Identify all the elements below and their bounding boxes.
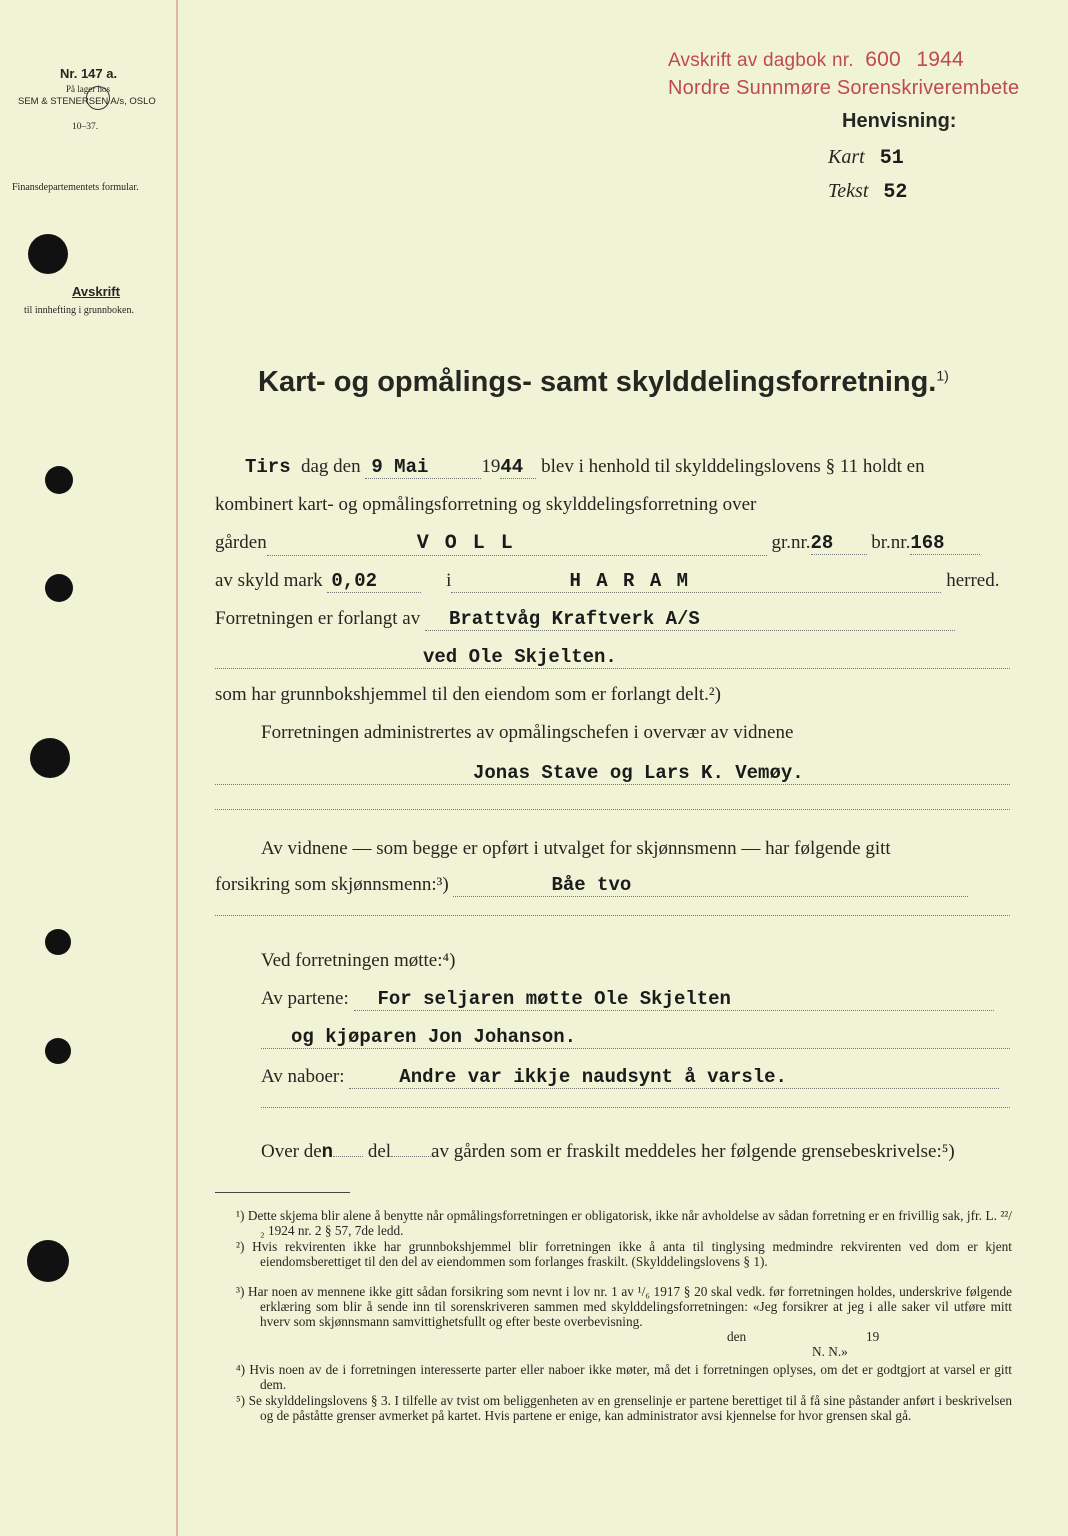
form-line-6: som har grunnbokshjemmel til den eiendom som er forlangt delt.²) — [215, 684, 721, 705]
footnote-separator — [215, 1192, 350, 1193]
stamp-text: Avskrift av dagbok nr. — [668, 50, 854, 71]
form-text: forsikring som skjønnsmenn:³) — [215, 874, 449, 895]
form-line-date — [215, 456, 925, 479]
blank-field — [391, 1156, 431, 1157]
publisher-line: SEM & STENERSEN A/s, OSLO — [18, 96, 156, 107]
witnesses-value: Jonas Stave og Lars K. Vemøy. — [215, 762, 1010, 785]
punch-hole — [45, 574, 73, 602]
form-line-skyld — [215, 570, 999, 593]
copy-label: Avskrift — [72, 284, 120, 299]
year-value: 44 — [500, 456, 536, 479]
footnote-3: ³) Har noen av mennene ikke gitt sådan forsikring som nevnt i lov nr. 1 av ¹/₆ 1917 § 20 skal vedk. før forretningen holdes, underskrive følgende erklæring som blir å sende inn til sorenskriveren sammen med skylddelingsforretningen: «Jeg forsikrer at jeg i alle saker vil utføre mitt hverv som skjønnsmann samvittighetsfullt og efter beste overbevisning. — [236, 1284, 1012, 1329]
form-line-9 — [215, 874, 968, 897]
stamp-year: 1944 — [916, 48, 964, 71]
form-text: Over de — [261, 1141, 322, 1162]
herred-label: herred. — [946, 570, 1000, 591]
brnr-value: 168 — [910, 532, 980, 555]
kart-label: Kart — [828, 146, 865, 168]
form-text: i — [446, 570, 452, 591]
date-value: 9 Mai — [365, 456, 481, 479]
blank-line — [215, 808, 1010, 810]
skyld-value: 0,02 — [327, 570, 421, 593]
form-text: Av partene: — [261, 988, 349, 1009]
herred-name: H A R A M — [451, 570, 941, 593]
footnote-3-date-19: 19 — [866, 1329, 880, 1344]
publisher-seal-icon — [86, 86, 110, 110]
footnote-5: ⁵) Se skylddelingslovens § 3. I tilfelle av tvist om beliggenheten av en grenselinje er partene berettiget til å få sine påstander anført i beskrivelsen og de påståtte grenser avmerket på kartet. Hvis partene er enige, kan administrator avsi kjennelse for hvor grensen skal gå. — [236, 1393, 1012, 1423]
form-text: gården — [215, 532, 267, 553]
ministry-form-label: Finansdepartementets formular. — [12, 182, 139, 193]
form-text: Forretningen er forlangt av — [215, 608, 421, 629]
grnr-value: 28 — [811, 532, 867, 555]
requester-value: Brattvåg Kraftverk A/S — [425, 608, 955, 631]
blank-field — [333, 1156, 363, 1157]
brnr-label: br.nr. — [871, 532, 911, 553]
footnote-1: ¹) Dette skjema blir alene å benytte når opmålingsforretningen er obligatorisk, ikke når avholdelse av sådan forretning er en frivillig sak, jfr. L. ²²/₂ 1924 nr. 2 § 57, 7de ledd. — [236, 1208, 1012, 1238]
neighbours-value: Andre var ikkje naudsynt å varsle. — [349, 1066, 999, 1089]
parties-continued: og kjøparen Jon Johanson. — [261, 1026, 1010, 1049]
registry-stamp-line1 — [668, 48, 964, 72]
form-line-2: kombinert kart- og opmålingsforretning og skylddelingsforretning over — [215, 494, 757, 515]
requester-continued: ved Ole Skjelten. — [215, 646, 1010, 669]
grnr-label: gr.nr. — [771, 532, 811, 553]
blank-line — [215, 914, 1010, 916]
document-title — [258, 366, 949, 399]
form-text: av gården som er fraskilt meddeles her følgende grensebeskrivelse:⁵) — [431, 1141, 955, 1162]
copy-note: til innhefting i grunnboken. — [24, 305, 134, 316]
form-number: Nr. 147 a. — [60, 66, 118, 81]
reference-label: Henvisning: — [842, 110, 957, 132]
assurance-value: Båe tvo — [453, 874, 968, 897]
form-line-10: Ved forretningen møtte:⁴) — [261, 950, 456, 971]
form-line-8: Av vidnene — som begge er opført i utvalget for skjønnsmenn — har følgende gitt — [261, 838, 891, 859]
form-line-farm — [215, 532, 980, 556]
tekst-label: Tekst — [828, 180, 869, 202]
tekst-value: 52 — [883, 181, 908, 204]
registry-stamp-line2: Nordre Sunnmøre Sorenskriverembete — [668, 77, 1020, 99]
dagbok-number: 600 — [865, 48, 901, 71]
punch-hole — [30, 738, 70, 778]
punch-hole — [28, 234, 68, 274]
form-text: blev i henhold til skylddelingslovens § 11 holdt en — [541, 456, 925, 477]
publisher-line: På lager hos — [66, 84, 110, 94]
footnote-4: ⁴) Hvis noen av de i forretningen interesserte parter eller naboer ikke møter, må det i forretningen oplyses, om det er godtgjort at varsel er gitt dem. — [236, 1362, 1012, 1392]
title-text: Kart- og opmålings- samt skylddelingsforretning. — [258, 366, 937, 398]
kart-value: 51 — [879, 147, 904, 170]
punch-hole — [45, 1038, 71, 1064]
footnote-3-date-den: den — [727, 1329, 747, 1344]
form-line-requester — [215, 608, 955, 631]
footnote-3-signature: N. N.» — [812, 1344, 848, 1359]
tekst-reference — [828, 180, 907, 204]
punch-hole — [45, 929, 71, 955]
form-text: del — [367, 1141, 392, 1162]
footnote-2: ²) Hvis rekvirenten ikke har grunnbokshjemmel blir forretningen ikke å anta til tinglysing medmindre rekvirenten ved dom er kjent eiendomsberettiget til den del av eiendommen som forlanges fraskilt. (Skylddelingslovens § 1). — [236, 1239, 1012, 1269]
boundary-n: n — [321, 1141, 334, 1163]
form-line-parties — [261, 988, 994, 1011]
form-text: dag den — [301, 456, 361, 477]
form-line-neighbours — [261, 1066, 999, 1089]
margin-rule — [176, 0, 178, 1536]
form-text: av skyld mark — [215, 570, 323, 591]
form-line-boundary — [261, 1141, 955, 1163]
punch-hole — [27, 1240, 69, 1282]
form-date: 10–37. — [72, 122, 99, 132]
parties-value: For seljaren møtte Ole Skjelten — [354, 988, 994, 1011]
form-line-7: Forretningen administrertes av opmålingschefen i overvær av vidnene — [261, 722, 794, 743]
weekday-value: Tirs — [245, 456, 291, 478]
punch-hole — [45, 466, 73, 494]
kart-reference — [828, 146, 904, 170]
form-text: 19 — [481, 456, 501, 477]
blank-line — [261, 1106, 1010, 1108]
form-text: Av naboer: — [261, 1066, 345, 1087]
title-footnote-ref: 1) — [936, 367, 949, 384]
farm-name: V O L L — [267, 532, 767, 556]
